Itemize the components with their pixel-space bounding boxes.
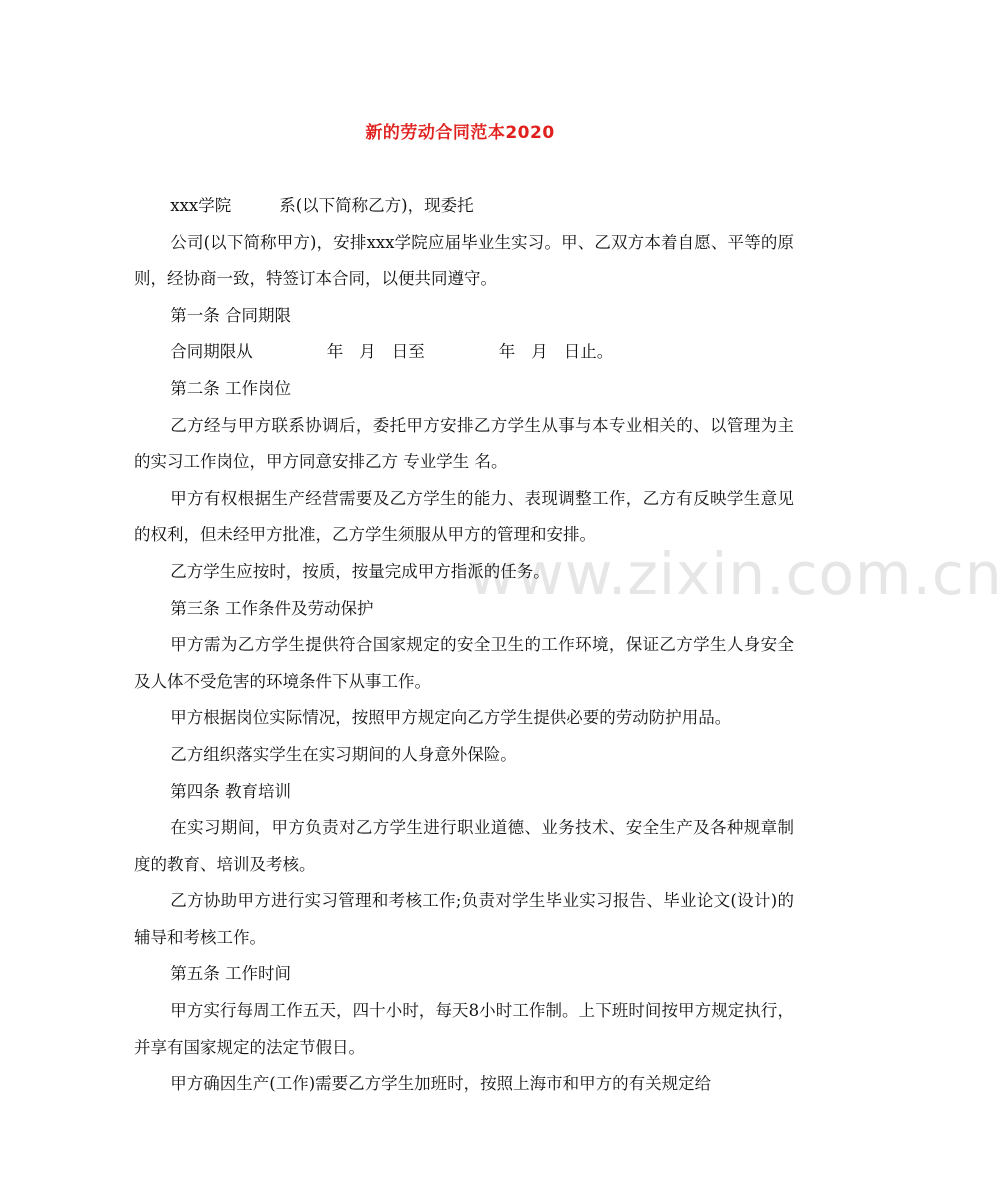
opening-line [134, 188, 794, 225]
department-label: 系(以下简称乙方)，现委托 [279, 196, 474, 215]
paragraph: 乙方协助甲方进行实习管理和考核工作;负责对学生毕业实习报告、毕业论文(设计)的辅导和考核工作。 [134, 891, 794, 947]
watermark: www.zixin.com.cn [468, 540, 1003, 608]
section-heading: 第二条 工作岗位 [170, 378, 292, 398]
paragraph: 甲方有权根据生产经营需要及乙方学生的能力、表现调整工作，乙方有反映学生意见的权利，但未经甲方批准，乙方学生须服从甲方的管理和安排。 [134, 488, 794, 545]
college-label: xxx学院 [170, 196, 232, 215]
term-year-2: 年 [498, 342, 516, 362]
paragraph: 甲方根据岗位实际情况，按照甲方规定向乙方学生提供必要的劳动防护用品。 [170, 708, 732, 728]
document-title: 新的劳动合同范本2020 [365, 123, 555, 143]
document-body [134, 188, 794, 1103]
section-heading: 第五条 工作时间 [170, 964, 292, 984]
term-day-to: 日至 [391, 342, 425, 362]
term-year-1: 年 [326, 342, 344, 362]
section-heading: 第四条 教育培训 [170, 781, 292, 801]
term-month-1: 月 [359, 342, 376, 362]
term-month-2: 月 [531, 342, 548, 362]
paragraph: 乙方经与甲方联系协调后，委托甲方安排乙方学生从事与本专业相关的、以管理为主的实习工作岗位，甲方同意安排乙方 专业学生 名。 [134, 415, 794, 472]
section-heading: 第一条 合同期限 [170, 305, 292, 325]
term-line [134, 334, 794, 371]
term-day-end: 日止。 [563, 342, 614, 362]
paragraph: 乙方组织落实学生在实习期间的人身意外保险。 [170, 744, 517, 764]
paragraph: 乙方学生应按时，按质，按量完成甲方指派的任务。 [170, 561, 550, 581]
section-heading: 第三条 工作条件及劳动保护 [170, 598, 374, 618]
paragraph: 甲方确因生产(工作)需要乙方学生加班时，按照上海市和甲方的有关规定给 [170, 1074, 712, 1094]
paragraph: 甲方需为乙方学生提供符合国家规定的安全卫生的工作环境，保证乙方学生人身安全及人体不受危害的环境条件下从事工作。 [134, 635, 794, 691]
term-from: 合同期限从 [170, 342, 253, 362]
paragraph: 公司(以下简称甲方)，安排xxx学院应届毕业生实习。甲、乙双方本着自愿、平等的原则，经协商一致，特签订本合同，以便共同遵守。 [134, 232, 794, 289]
paragraph: 甲方实行每周工作五天，四十小时，每天8小时工作制。上下班时间按甲方规定执行，并享有国家规定的法定节假日。 [134, 1001, 794, 1057]
paragraph: 在实习期间，甲方负责对乙方学生进行职业道德、业务技术、安全生产及各种规章制度的教育、培训及考核。 [134, 818, 794, 874]
